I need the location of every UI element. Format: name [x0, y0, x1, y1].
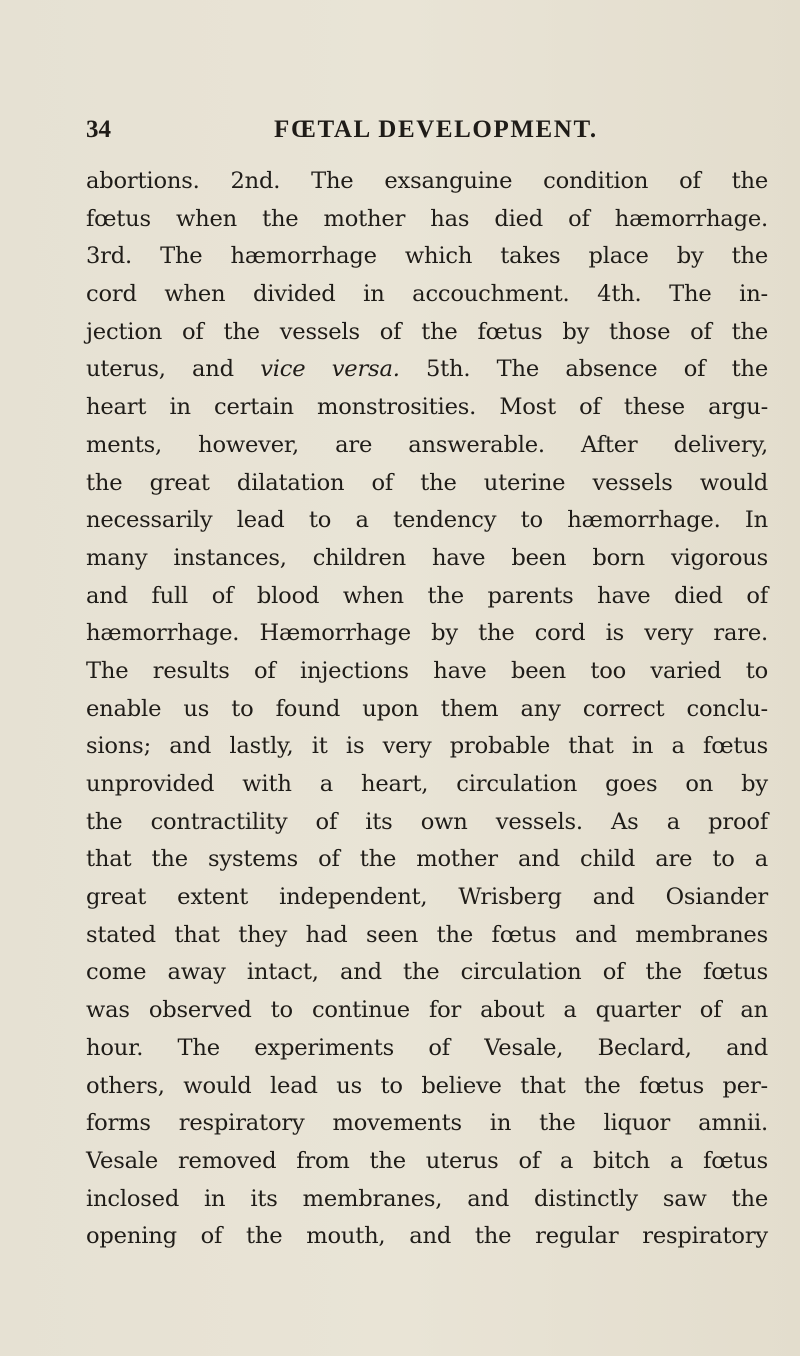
- text-line: others, would lead us to believe that the fœtus per-: [86, 1072, 768, 1099]
- text-line: and full of blood when the parents have died of: [86, 582, 768, 609]
- text-line: enable us to found upon them any correct conclu-: [86, 695, 768, 722]
- text-line: jection of the vessels of the fœtus by those of the: [86, 318, 768, 345]
- text-line: 3rd. The hæmorrhage which takes place by the: [86, 243, 768, 270]
- text-line: the contractility of its own vessels. As a proof: [86, 808, 768, 835]
- text-line: unprovided with a heart, circulation goes on by: [86, 771, 768, 797]
- body-text: [86, 163, 768, 1256]
- text-line: heart in certain monstrosities. Most of these argu-: [86, 394, 768, 421]
- text-line: hæmorrhage. Hæmorrhage by the cord is very rare.: [86, 620, 768, 647]
- text-line: sions; and lastly, it is very probable that in a fœtus: [86, 733, 768, 760]
- text-line: ments, however, are answerable. After delivery,: [86, 431, 768, 458]
- text-line: cord when divided in accouchment. 4th. The in-: [86, 281, 768, 308]
- text-line: uterus, and vice versa. 5th. The absence of the: [86, 356, 768, 383]
- page-number: 34: [86, 116, 111, 143]
- text-line: Vesale removed from the uterus of a bitch a fœtus: [86, 1147, 768, 1174]
- text-line: The results of injections have been too varied to: [86, 657, 768, 684]
- text-line: come away intact, and the circulation of the fœtus: [86, 959, 768, 986]
- text-line: abortions. 2nd. The exsanguine condition of the: [86, 168, 768, 194]
- text-line: necessarily lead to a tendency to hæmorrhage. In: [86, 507, 768, 534]
- text-line: inclosed in its membranes, and distinctly saw the: [86, 1185, 768, 1212]
- italic-phrase: vice versa.: [260, 356, 400, 383]
- text-line: fœtus when the mother has died of hæmorrhage.: [86, 205, 768, 232]
- text-line: hour. The experiments of Vesale, Beclard, and: [86, 1034, 768, 1061]
- text-line: the great dilatation of the uterine vessels would: [86, 469, 768, 496]
- text-line: that the systems of the mother and child are to a: [86, 846, 768, 873]
- text-line: opening of the mouth, and the regular respiratory: [86, 1223, 768, 1250]
- text-line: forms respiratory movements in the liquor amnii.: [86, 1110, 768, 1137]
- running-title: FŒTAL DEVELOPMENT.: [274, 116, 598, 143]
- text-line: many instances, children have been born vigorous: [86, 544, 768, 571]
- text-line: was observed to continue for about a quarter of an: [86, 997, 768, 1024]
- running-head: [72, 110, 732, 150]
- text-line: stated that they had seen the fœtus and membranes: [86, 921, 768, 948]
- text-line: great extent independent, Wrisberg and Osiander: [86, 884, 768, 911]
